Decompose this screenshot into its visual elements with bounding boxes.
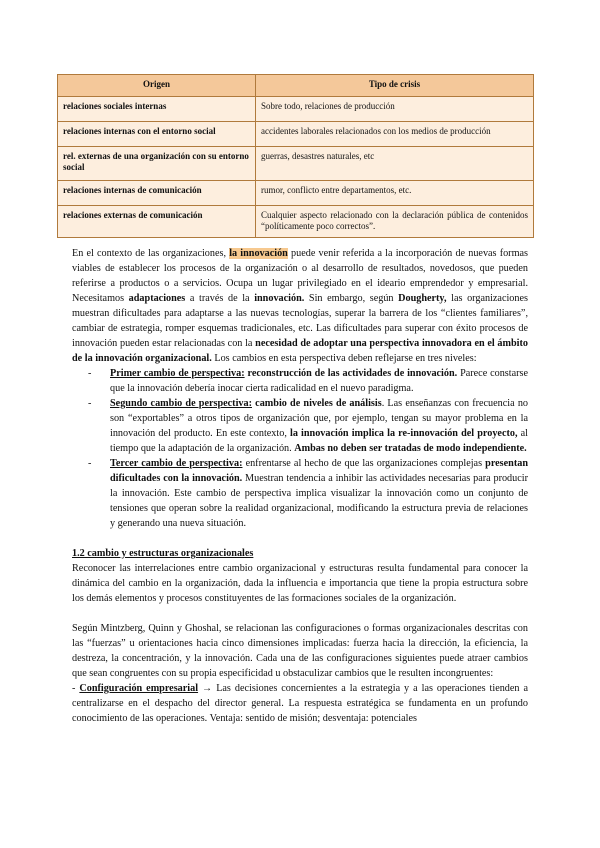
crisis-type-cell: Cualquier aspecto relacionado con la declaración pública de contenidos “políticamente poco correctos”. <box>256 206 534 238</box>
text-run: puede venir referida a la incorporación de nuevas formas viables de establecer los procesos de la organización o al desarrollo de resultados, novedosos, que pueden referirse a productos o a servicios. Ocupa un lugar privilegiado en el ideario emprendedor y empresarial. Necesitamos <box>72 248 528 304</box>
text-run: a través de la <box>185 293 255 304</box>
highlighted-term: la innovación <box>229 248 288 259</box>
text-run: Las decisiones concernientes a la estrategia y a las operaciones tienden a centralizarse en el despacho del director general. La respuesta estratégica se fundamenta en un profundo conocimiento de las operaciones. Ventaja: sentido de misión; desventaja: potenciales <box>72 683 529 724</box>
list-dash: - <box>88 458 92 469</box>
section-heading: 1.2 cambio y estructuras organizacionales <box>72 548 254 559</box>
crisis-type-cell: guerras, desastres naturales, etc <box>256 147 534 181</box>
text-run: En el contexto de las organizaciones, <box>72 248 230 259</box>
list-item <box>88 366 528 396</box>
table-row <box>58 147 534 181</box>
origin-cell: relaciones internas con el entorno social <box>58 122 256 147</box>
origin-cell: relaciones sociales internas <box>58 97 256 122</box>
perspective-heading: Segundo cambio de perspectiva: <box>110 398 252 409</box>
list-dash: - <box>88 368 92 379</box>
list-item <box>88 396 529 456</box>
bold-term: presentan dificultades con la innovación. <box>110 458 528 484</box>
text-run: al tiempo que la adaptación de la organización. <box>110 428 528 454</box>
text-run: enfrentarse al hecho de que las organizaciones complejas <box>242 458 486 469</box>
column-header-crisis-type: Tipo de crisis <box>256 75 534 97</box>
bold-term: Ambas no deben ser tratadas de modo independiente. <box>294 443 527 454</box>
table-header-row <box>58 75 534 97</box>
text-run: . Las enseñanzas con frecuencia no son “exportables” a otros tipos de organización que, por ejemplo, tengan su mayor problema en la innovación del producto. En este contexto, <box>110 398 529 439</box>
list-dash: - <box>88 398 92 409</box>
bold-term: innovación. <box>254 293 305 304</box>
table-row <box>58 206 534 238</box>
bold-term: reconstrucción de las actividades de innovación. <box>244 368 458 379</box>
bold-term: adaptaciones <box>128 293 186 304</box>
list-item <box>88 456 528 531</box>
bold-term: cambio de niveles de análisis <box>252 398 382 409</box>
text-run: Muestran tendencia a inhibir las actividades necesarias para producir la innovación. Este cambio de perspectiva implica visualizar la innovación como un conjunto de tensiones que operan sobre la realidad organizacional, modificando la estructura previa de relaciones y generando una nueva situación. <box>110 473 528 529</box>
document-body <box>72 246 528 726</box>
origin-cell: relaciones externas de comunicación <box>58 206 256 238</box>
configuration-heading: Configuración empresarial <box>79 683 199 694</box>
perspective-list <box>72 366 528 531</box>
text-run: las organizaciones muestran dificultades para adaptarse a las nuevas tecnologías, superar la barrera de los “clientes familiares”, cambiar de estrategia, romper esquemas tradicionales, etc. Las dificultades para superar con éxito procesos de innovación pueden estar relacionadas con la <box>72 293 528 349</box>
bold-term: la innovación implica la re-innovación del proyecto, <box>290 428 518 439</box>
table-row <box>58 97 534 122</box>
innovation-paragraph <box>72 246 528 366</box>
crisis-type-cell: rumor, conflicto entre departamentos, etc. <box>256 181 534 206</box>
section-paragraph: Reconocer las interrelaciones entre cambio organizacional y estructuras resulta fundamental para conocer la dinámica del cambio en la organización, dada la influencia e importancia que tiene la propia estructura sobre los demás elementos y procesos constituyentes de las formaciones sociales de la organización. <box>72 563 528 604</box>
perspective-heading: Primer cambio de perspectiva: <box>110 368 245 379</box>
arrow-icon: → <box>198 683 217 694</box>
origin-cell: relaciones internas de comunicación <box>58 181 256 206</box>
text-run: Sin embargo, según <box>304 293 399 304</box>
column-header-origin: Origen <box>58 75 256 97</box>
text-run: Los cambios en esta perspectiva deben reflejarse en tres niveles: <box>211 353 477 364</box>
entrepreneurial-configuration-paragraph <box>72 681 528 726</box>
list-dash: - <box>72 683 80 694</box>
configurations-paragraph: Según Mintzberg, Quinn y Ghoshal, se relacionan las configuraciones o formas organizacionales descritas con las “fuerzas” u orientaciones hacia cinco dimensiones implicadas: fuerza hacia la dirección, la eficiencia, la destreza, la concentración, y la innovación. Cada una de las configuraciones siguientes puede atraer cambios que sean congruentes con su propia especificidad u obstaculizar cambios que le resulten incongruentes: <box>72 623 528 679</box>
crisis-table <box>57 74 534 238</box>
table-row <box>58 122 534 147</box>
origin-cell: rel. externas de una organización con su entorno social <box>58 147 256 181</box>
crisis-type-cell: Sobre todo, relaciones de producción <box>256 97 534 122</box>
text-run: Parece constarse que la innovación debería inocar cierta radicalidad en el nuevo paradigma. <box>110 368 528 394</box>
perspective-heading: Tercer cambio de perspectiva: <box>110 458 243 469</box>
bold-term: Dougherty, <box>398 293 447 304</box>
table-row <box>58 181 534 206</box>
bold-term: necesidad de adoptar una perspectiva innovadora en el ámbito de la innovación organizacional. <box>72 338 528 364</box>
crisis-type-cell: accidentes laborales relacionados con los medios de producción <box>256 122 534 147</box>
